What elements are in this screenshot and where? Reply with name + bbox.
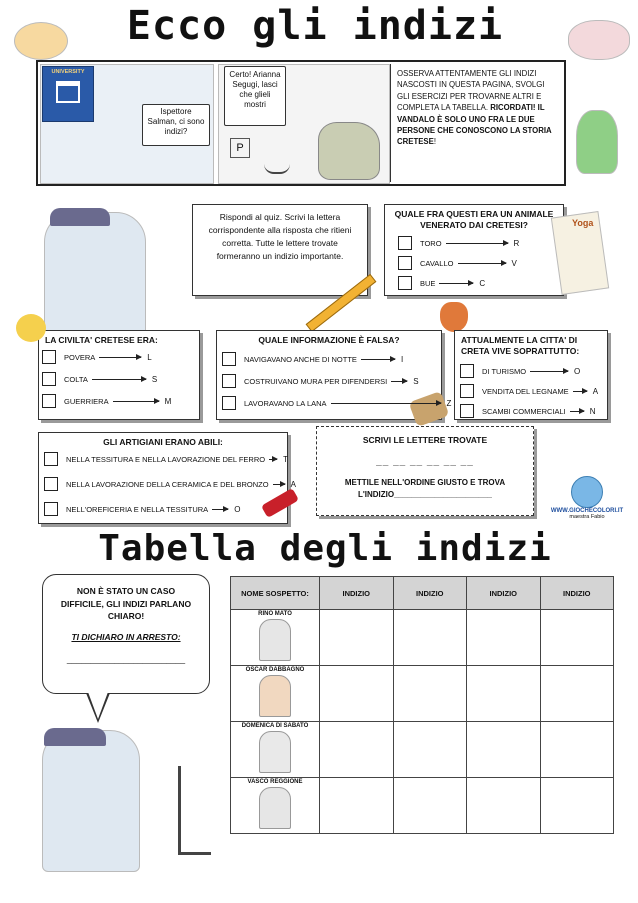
clue-cell[interactable] [467,722,541,778]
quiz-intro-text: Rispondi al quiz. Scrivi la lettera corrispondente alla risposta che ritieni corretta. Tutte le lettere trovate formeranno un indizio importante. [208,212,352,261]
answer-letter: O [574,366,581,376]
answer-checkbox[interactable] [398,256,412,270]
speech-text: Certo! Arianna Segugi, lasci che glieli mostri [229,70,281,109]
quiz-intro-box [192,204,368,296]
instructions-warning: RICORDATI! IL VANDALO È SOLO UNO FRA LE DUE PERSONE CHE CONOSCONO LA STORIA CRETESE [397,103,552,147]
answer-letter: S [151,374,158,384]
fox-icon [440,302,468,332]
answer-checkbox[interactable] [398,276,412,290]
answer-text: LAVORAVANO LA LANA [244,398,327,408]
clue-cell[interactable] [320,778,394,834]
page-title: Ecco gli indizi [126,3,504,49]
suspect-cell [231,778,320,834]
speech-bubble-answer [224,66,286,126]
arrow-icon [361,359,395,360]
instructions-text: OSSERVA ATTENTAMENTE GLI INDIZI NASCOSTI IN QUESTA PAGINA, SVOLGI GLI ESERCIZI PER TROVARNE ALTRI E COMPLETA LA TABELLA. [397,69,545,113]
answer-option [398,256,517,270]
answer-text: NAVIGAVANO ANCHE DI NOTTE [244,354,357,364]
suspect-name: RINO MATO [258,611,292,617]
answer-letter: A [290,479,296,489]
columns-icon [56,81,80,103]
header-nome-sospetto: NOME SOSPETTO: [231,577,320,610]
arrow-icon [212,509,228,510]
clue-cell[interactable] [393,610,467,666]
answer-text: VENDITA DEL LEGNAME [482,386,569,396]
answer-checkbox[interactable] [44,452,58,466]
tricycle-icon [264,154,290,174]
suspect-portrait [259,619,291,661]
answer-letter: R [513,238,520,248]
suspect-portrait [259,675,291,717]
detective-illustration-bottom [42,730,140,872]
clue-cell[interactable] [320,666,394,722]
suspect-name: OSCAR DABBAGNO [245,667,305,673]
answer-option [222,352,403,366]
answer-checkbox[interactable] [44,502,58,516]
arrow-icon [391,381,407,382]
answer-checkbox[interactable] [222,396,236,410]
answer-checkbox[interactable] [42,394,56,408]
university-logo [42,66,94,122]
question-title: ATTUALMENTE LA CITTA' DI CRETA VIVE SOPRATTUTTO: [461,335,580,356]
letters-box [316,426,534,516]
table-header-row [231,577,614,610]
answer-text: CAVALLO [420,258,454,268]
answer-checkbox[interactable] [460,364,474,378]
detective-illustration [44,212,146,338]
chick-icon [16,314,46,342]
site-author: maestra Fabio [569,514,605,520]
answer-option [42,394,171,408]
answer-option [398,276,485,290]
answer-option [398,236,519,250]
answer-text: NELLA TESSITURA E NELLA LAVORAZIONE DEL FERRO [66,454,266,464]
arrow-icon [446,243,508,244]
answer-checkbox[interactable] [44,477,58,491]
answer-checkbox[interactable] [398,236,412,250]
answer-letter: O [234,504,241,514]
answer-text: GUERRIERA [64,396,109,406]
letters-blanks[interactable]: __ __ __ __ __ __ [376,456,474,467]
suspect-portrait [259,731,291,773]
suspect-cell [231,666,320,722]
answer-letter: A [592,386,599,396]
clue-cell[interactable] [467,778,541,834]
detective-figure [318,122,380,180]
header-indizio-4: INDIZIO [540,577,614,610]
answer-option [42,372,157,386]
answer-checkbox[interactable] [42,372,56,386]
arrow-icon [269,459,277,460]
answer-option [460,384,598,398]
yoga-label: Yoga [572,218,594,228]
table-row [231,778,614,834]
clue-cell[interactable] [320,722,394,778]
final-speech-bubble [42,574,210,694]
clue-cell[interactable] [393,722,467,778]
detective-hat-icon [44,728,106,746]
answer-letter: V [511,258,517,268]
answer-option [460,404,596,418]
suspect-cell [231,610,320,666]
answer-checkbox[interactable] [222,374,236,388]
answer-text: NELLA LAVORAZIONE DELLA CERAMICA E DEL BRONZO [66,479,269,489]
speech-text: Ispettore Salman, ci sono indizi? [147,107,205,136]
clue-cell[interactable] [320,610,394,666]
header-indizio-1: INDIZIO [320,577,394,610]
table-row [231,722,614,778]
clue-cell[interactable] [540,666,614,722]
answer-text: BUE [420,278,436,288]
arrow-icon [530,371,568,372]
clue-cell[interactable] [393,778,467,834]
answer-letter: Z [446,398,452,408]
final-bubble-text: NON È STATO UN CASO DIFFICILE, GLI INDIZI PARLANO CHIARO! [60,586,192,621]
university-label: UNIVERSITY [51,69,85,75]
arrow-icon [113,401,159,402]
answer-option [44,502,240,516]
answer-text: SCAMBI COMMERCIALI [482,406,566,416]
section-title: Tabella degli indizi [98,528,552,569]
arrow-icon [273,484,285,485]
arrow-icon [458,263,506,264]
table-row [231,610,614,666]
detective-hat-icon [50,208,110,226]
answer-option [222,396,451,410]
arrow-icon [92,379,146,380]
answer-checkbox[interactable] [42,350,56,364]
corner-bracket [178,766,211,855]
arrow-icon [570,411,584,412]
answer-checkbox[interactable] [222,352,236,366]
answer-option [42,350,152,364]
arrow-icon [439,283,473,284]
globe-icon [571,476,603,508]
dinosaur-icon [576,110,618,174]
order-instructions [325,477,525,501]
clue-cell[interactable] [540,610,614,666]
arrest-answer-line[interactable]: _________________________ [66,654,186,664]
instructions-end: ! [433,137,436,147]
suspect-name: VASCO REGGIONE [247,779,303,785]
answer-option [44,452,288,466]
arrow-icon [573,391,587,392]
question-title: LA CIVILTA' CRETESE ERA: [45,335,158,345]
table-row [231,666,614,722]
header-indizio-2: INDIZIO [393,577,467,610]
answer-letter: C [479,278,486,288]
answer-option [460,364,580,378]
bubble-tail-inner [88,692,108,719]
clue-cell[interactable] [467,610,541,666]
answer-checkbox[interactable] [460,384,474,398]
speech-bubble-question [142,104,210,146]
clue-cell[interactable] [467,666,541,722]
clue-cell[interactable] [393,666,467,722]
answer-text: POVERA [64,352,96,362]
answer-text: COLTA [64,374,88,384]
answer-letter: S [413,376,419,386]
answer-text: TORO [420,238,442,248]
site-url: WWW.GIOCHECOLORI.IT [550,508,624,514]
answer-letter: M [164,396,172,406]
answer-option [222,374,419,388]
letters-title: SCRIVI LE LETTERE TROVATE [362,435,488,445]
order-answer-line[interactable]: ______________________ [394,490,492,499]
order-text: METTILE NELL'ORDINE GIUSTO E TROVA L'INDIZIO [344,478,506,499]
suspect-portrait [259,787,291,829]
arrow-icon [331,403,441,404]
answer-option [44,477,296,491]
answer-letter: T [283,454,288,464]
clue-cell[interactable] [540,778,614,834]
site-logo [544,476,630,526]
answer-text: COSTRUIVANO MURA PER DIFENDERSI [244,376,388,386]
answer-checkbox[interactable] [460,404,474,418]
arrest-label: TI DICHIARO IN ARRESTO: [71,631,181,642]
clues-table [230,576,614,834]
arrow-icon [99,357,141,358]
header-indizio-3: INDIZIO [467,577,541,610]
answer-letter: N [589,406,596,416]
answer-letter: I [400,354,404,364]
street-sign-icon: P [230,138,250,158]
comic-strip [36,60,566,186]
cartoon-animal-icon [14,22,68,60]
question-title: QUALE INFORMAZIONE È FALSA? [258,335,400,345]
answer-letter: L [147,352,152,362]
instructions-panel [390,64,562,182]
suspect-name: DOMENICA DI SABATO [241,723,309,729]
question-title: GLI ARTIGIANI ERANO ABILI: [103,437,223,447]
answer-text: DI TURISMO [482,366,527,376]
answer-text: NELL'OREFICERIA E NELLA TESSITURA [66,504,209,514]
suspect-cell [231,722,320,778]
clue-cell[interactable] [540,722,614,778]
question-title: QUALE FRA QUESTI ERA UN ANIMALE VENERATO DAI CRETESI? [394,209,554,230]
pig-icon [568,20,630,60]
